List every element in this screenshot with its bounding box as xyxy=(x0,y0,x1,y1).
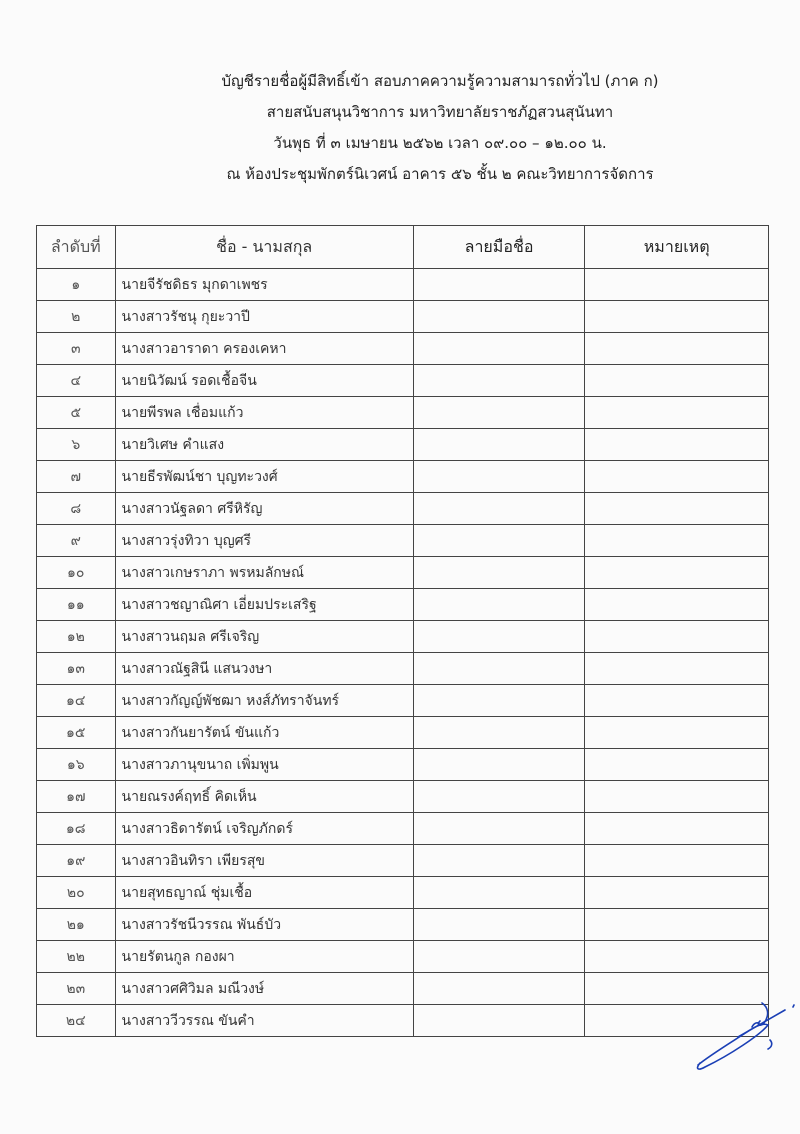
signature-stroke xyxy=(768,1040,772,1049)
row-name: นางสาวชญาณิศา เอี่ยมประเสริฐ xyxy=(115,589,413,621)
table-row xyxy=(37,781,769,813)
row-name: นายณรงค์ฤทธิ์ คิดเห็น xyxy=(115,781,413,813)
attendance-table xyxy=(36,225,769,1037)
row-number: ๓ xyxy=(37,333,116,365)
row-signature-cell[interactable] xyxy=(413,397,585,429)
row-remark-cell[interactable] xyxy=(585,365,769,397)
row-signature-cell[interactable] xyxy=(413,269,585,301)
row-number: ๑๕ xyxy=(37,717,116,749)
table-row xyxy=(37,813,769,845)
row-remark-cell[interactable] xyxy=(585,909,769,941)
table-row xyxy=(37,397,769,429)
row-name: นายนิวัฒน์ รอดเชื้อจีน xyxy=(115,365,413,397)
row-signature-cell[interactable] xyxy=(413,973,585,1005)
row-name: นายรัตนกูล กองผา xyxy=(115,941,413,973)
row-number: ๒ xyxy=(37,301,116,333)
table-row xyxy=(37,685,769,717)
row-remark-cell[interactable] xyxy=(585,461,769,493)
row-name: นางสาวรุ่งทิวา บุญศรี xyxy=(115,525,413,557)
row-signature-cell[interactable] xyxy=(413,493,585,525)
column-header-signature: ลายมือชื่อ xyxy=(413,226,585,269)
row-name: นางสาวนฤมล ศรีเจริญ xyxy=(115,621,413,653)
row-number: ๖ xyxy=(37,429,116,461)
row-name: นางสาวศศิวิมล มณีวงษ์ xyxy=(115,973,413,1005)
row-name: นางสาวธิดารัตน์ เจริญภักดร์ xyxy=(115,813,413,845)
row-signature-cell[interactable] xyxy=(413,525,585,557)
row-remark-cell[interactable] xyxy=(585,557,769,589)
table-row xyxy=(37,909,769,941)
row-signature-cell[interactable] xyxy=(413,685,585,717)
row-name: นายวิเศษ คำแสง xyxy=(115,429,413,461)
header-location: ณ ห้องประชุมพักตร์นิเวศน์ อาคาร ๕๖ ชั้น ๒ คณะวิทยาการจัดการ xyxy=(226,165,654,183)
table-row xyxy=(37,493,769,525)
table-row xyxy=(37,557,769,589)
row-number: ๒๔ xyxy=(37,1005,116,1037)
row-remark-cell[interactable] xyxy=(585,301,769,333)
signature-stroke xyxy=(698,1024,768,1069)
row-number: ๑๘ xyxy=(37,813,116,845)
row-remark-cell[interactable] xyxy=(585,333,769,365)
table-row xyxy=(37,973,769,1005)
table-row xyxy=(37,749,769,781)
signature-stroke xyxy=(738,1010,785,1037)
row-name: นางสาวรัชนีวรรณ พันธ์บัว xyxy=(115,909,413,941)
row-signature-cell[interactable] xyxy=(413,941,585,973)
row-remark-cell[interactable] xyxy=(585,525,769,557)
header-date-time: วันพุธ ที่ ๓ เมษายน ๒๕๖๒ เวลา ๐๙.๐๐ – ๑๒.๐๐ น. xyxy=(273,134,607,152)
row-remark-cell[interactable] xyxy=(585,845,769,877)
row-number: ๑๐ xyxy=(37,557,116,589)
row-remark-cell[interactable] xyxy=(585,749,769,781)
row-name: นางสาวอาราดา ครองเคหา xyxy=(115,333,413,365)
table-row xyxy=(37,525,769,557)
row-number: ๔ xyxy=(37,365,116,397)
table-row xyxy=(37,269,769,301)
row-number: ๘ xyxy=(37,493,116,525)
row-remark-cell[interactable] xyxy=(585,589,769,621)
row-number: ๑๖ xyxy=(37,749,116,781)
row-name: นางสาวกัญญ์พัชฒา หงส์ภัทราจันทร์ xyxy=(115,685,413,717)
row-signature-cell[interactable] xyxy=(413,717,585,749)
row-signature-cell[interactable] xyxy=(413,557,585,589)
table-header-row xyxy=(37,226,769,269)
column-header-name: ชื่อ - นามสกุล xyxy=(115,226,413,269)
row-remark-cell[interactable] xyxy=(585,397,769,429)
row-signature-cell[interactable] xyxy=(413,621,585,653)
table-row xyxy=(37,621,769,653)
signature-scribble xyxy=(690,995,800,1075)
signature-dot xyxy=(793,1005,794,1007)
row-remark-cell[interactable] xyxy=(585,429,769,461)
row-remark-cell[interactable] xyxy=(585,877,769,909)
row-name: นายพีรพล เชื่อมแก้ว xyxy=(115,397,413,429)
row-name: นางสาวรัชนุ กุยะวาปี xyxy=(115,301,413,333)
row-signature-cell[interactable] xyxy=(413,461,585,493)
row-signature-cell[interactable] xyxy=(413,877,585,909)
row-number: ๑๙ xyxy=(37,845,116,877)
table-row xyxy=(37,429,769,461)
column-header-remark: หมายเหตุ xyxy=(585,226,769,269)
row-signature-cell[interactable] xyxy=(413,429,585,461)
row-signature-cell[interactable] xyxy=(413,589,585,621)
row-remark-cell[interactable] xyxy=(585,685,769,717)
table-row xyxy=(37,877,769,909)
row-name: นายธีรพัฒน์ชา บุญทะวงศ์ xyxy=(115,461,413,493)
row-remark-cell[interactable] xyxy=(585,813,769,845)
table-row xyxy=(37,1005,769,1037)
row-signature-cell[interactable] xyxy=(413,845,585,877)
row-number: ๗ xyxy=(37,461,116,493)
header-department: สายสนับสนุนวิชาการ มหาวิทยาลัยราชภัฏสวนสุนันทา xyxy=(266,103,614,121)
row-number: ๑๑ xyxy=(37,589,116,621)
table-row xyxy=(37,461,769,493)
row-number: ๑๒ xyxy=(37,621,116,653)
row-name: นางสาวณัฐสินี แสนวงษา xyxy=(115,653,413,685)
row-remark-cell[interactable] xyxy=(585,717,769,749)
row-number: ๑ xyxy=(37,269,116,301)
table-row xyxy=(37,301,769,333)
row-number: ๒๐ xyxy=(37,877,116,909)
column-header-number: ลำดับที่ xyxy=(37,226,116,269)
row-number: ๙ xyxy=(37,525,116,557)
row-signature-cell[interactable] xyxy=(413,653,585,685)
row-remark-cell[interactable] xyxy=(585,269,769,301)
table-row xyxy=(37,845,769,877)
row-remark-cell[interactable] xyxy=(585,781,769,813)
row-number: ๑๓ xyxy=(37,653,116,685)
table-row xyxy=(37,365,769,397)
table-row xyxy=(37,941,769,973)
table-row xyxy=(37,589,769,621)
row-number: ๒๓ xyxy=(37,973,116,1005)
row-signature-cell[interactable] xyxy=(413,781,585,813)
row-name: นายจีรัชดิธร มุกดาเพชร xyxy=(115,269,413,301)
table-row xyxy=(37,653,769,685)
row-signature-cell[interactable] xyxy=(413,333,585,365)
row-signature-cell[interactable] xyxy=(413,813,585,845)
row-number: ๑๔ xyxy=(37,685,116,717)
row-name: นางสาวภานุขนาถ เพิ่มพูน xyxy=(115,749,413,781)
row-remark-cell[interactable] xyxy=(585,653,769,685)
row-number: ๕ xyxy=(37,397,116,429)
table-row xyxy=(37,717,769,749)
row-name: นายสุทธญาณ์ ชุ่มเชื้อ xyxy=(115,877,413,909)
row-number: ๒๒ xyxy=(37,941,116,973)
row-signature-cell[interactable] xyxy=(413,301,585,333)
row-signature-cell[interactable] xyxy=(413,909,585,941)
header-title: บัญชีรายชื่อผู้มีสิทธิ์เข้า สอบภาคความรู้ความสามารถทั่วไป (ภาค ก) xyxy=(221,72,659,90)
row-signature-cell[interactable] xyxy=(413,365,585,397)
row-name: นางสาวเกษราภา พรหมลักษณ์ xyxy=(115,557,413,589)
row-name: นางสาวนัฐลดา ศรีหิรัญ xyxy=(115,493,413,525)
row-remark-cell[interactable] xyxy=(585,621,769,653)
row-number: ๑๗ xyxy=(37,781,116,813)
row-name: นางสาววีวรรณ ขันคำ xyxy=(115,1005,413,1037)
table-row xyxy=(37,333,769,365)
row-number: ๒๑ xyxy=(37,909,116,941)
row-remark-cell[interactable] xyxy=(585,493,769,525)
row-name: นางสาวอินทิรา เพียรสุข xyxy=(115,845,413,877)
row-name: นางสาวกันยารัตน์ ขันแก้ว xyxy=(115,717,413,749)
row-signature-cell[interactable] xyxy=(413,1005,585,1037)
row-signature-cell[interactable] xyxy=(413,749,585,781)
document-header xyxy=(0,66,800,190)
row-remark-cell[interactable] xyxy=(585,941,769,973)
